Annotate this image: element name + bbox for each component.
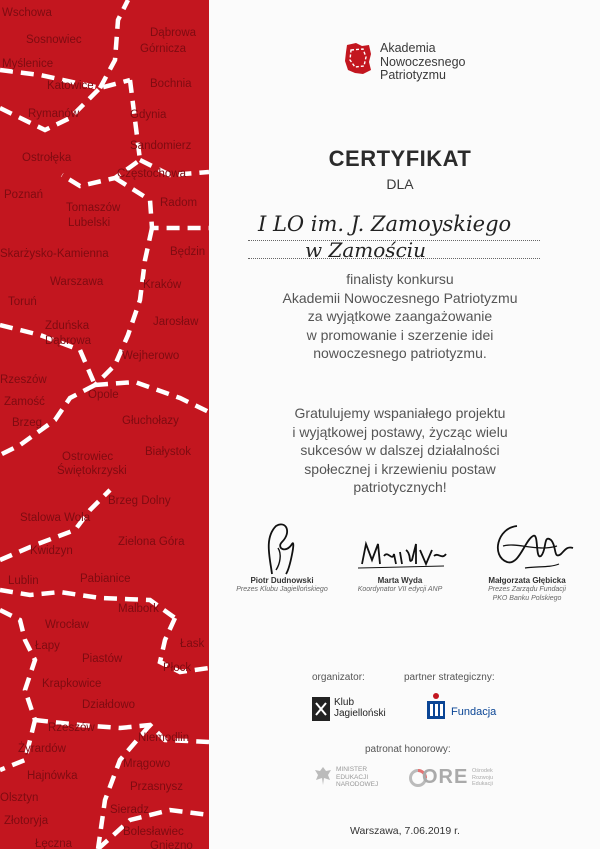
partner-name: Fundacja: [451, 706, 497, 718]
city-label: Lubelski: [68, 217, 111, 229]
ore-description-line: Ośrodek: [472, 768, 493, 774]
city-label: Płock: [163, 662, 192, 674]
ore-description-line: Rozwoju: [472, 774, 494, 781]
city-label: Wejherowo: [122, 350, 180, 362]
congratulations-line: patriotycznych!: [353, 479, 447, 495]
city-label: Dąbrowa: [150, 27, 197, 39]
city-label: Ostrołęka: [22, 152, 72, 164]
city-label: Kraków: [143, 279, 182, 291]
city-label: Jarosław: [153, 316, 199, 328]
city-label: Radom: [160, 197, 198, 209]
ministry-name-line: EDUKACJI: [336, 773, 369, 781]
city-label: Żyrardów: [18, 743, 66, 755]
recipient-line-1: I LO im. J. Zamoyskiego: [258, 212, 512, 236]
city-label: Górnicza: [140, 43, 187, 55]
certificate-for-label: DLA: [386, 176, 414, 192]
pko-icon: [425, 692, 447, 720]
organizer-name: [334, 697, 386, 719]
citation-line: w promowanie i szerzenie idei: [306, 326, 494, 343]
city-label: Głuchołazy: [122, 415, 179, 427]
city-label: Piastów: [82, 653, 123, 665]
city-label: Rzeszów: [0, 374, 47, 386]
city-label: Krapkowice: [42, 678, 102, 690]
city-label: Gniezno: [150, 840, 193, 849]
city-label: Katowice: [47, 80, 94, 92]
ore-logo: [408, 764, 508, 794]
handwritten-signature-1: [242, 518, 322, 576]
city-label: Gdynia: [130, 109, 167, 121]
signature-block-1: [222, 518, 342, 594]
partner-label: partner strategiczny:: [404, 672, 495, 683]
signer-name: Małgorzata Głębicka: [488, 576, 566, 585]
ministry-logo: [314, 764, 404, 794]
city-label: Zduńska: [45, 320, 90, 332]
poland-map-icon: [343, 42, 373, 76]
city-label: Dąbrowa: [45, 335, 92, 347]
ore-description-line: Edukacji: [472, 781, 493, 787]
organizer-name-line: Klub: [334, 697, 355, 708]
city-label: Niemodlin: [138, 732, 190, 744]
city-label: Łapy: [35, 640, 60, 652]
signer-name: Marta Wyda: [377, 576, 423, 585]
city-label: Toruń: [8, 296, 37, 308]
organizer-label: organizator:: [312, 672, 365, 683]
city-label: Łęczna: [35, 838, 73, 849]
city-label: Łask: [180, 638, 205, 650]
ore-abbr: ORE: [422, 766, 469, 788]
map-background: [0, 0, 209, 849]
ore-description: [472, 768, 493, 788]
signer-role: Koordynator VII edycji ANP: [357, 586, 443, 593]
ministry-name: [336, 766, 378, 789]
patronage-label: patronat honorowy:: [365, 744, 451, 755]
pko-fundacja-logo: [425, 692, 505, 726]
citation-line: Akademii Nowoczesnego Patriotyzmu: [282, 289, 518, 306]
city-label: Stalowa Wola: [20, 512, 91, 524]
city-label: Zamość: [4, 396, 45, 408]
citation-paragraph: [222, 270, 578, 363]
city-label: Sosnowiec: [26, 34, 82, 46]
handwritten-signature-2: [350, 530, 450, 576]
issue-date: Warszawa, 7.06.2019 r.: [350, 825, 460, 837]
anp-logo: [343, 42, 503, 86]
city-label: Poznań: [4, 189, 44, 201]
city-label: Malbork: [118, 603, 159, 615]
eagle-icon: [314, 766, 332, 786]
city-label: Sandomierz: [130, 140, 192, 152]
city-label: Będzin: [170, 246, 206, 258]
city-label: Przasnysz: [130, 781, 184, 793]
city-label: Sieradz: [110, 804, 149, 816]
signer-name: Piotr Dudnowski: [250, 576, 314, 585]
city-label: Działdowo: [82, 699, 136, 711]
city-label: Olsztyn: [0, 792, 39, 804]
organizer-name-line: Jagielloński: [334, 708, 386, 719]
certificate-title: CERTYFIKAT: [328, 146, 472, 171]
signature-block-2: [340, 530, 460, 594]
congratulations-paragraph: [222, 404, 578, 497]
recipient-line-2: w Zamościu: [305, 238, 427, 262]
city-label: Wrocław: [45, 619, 89, 631]
signer-role: Prezes Klubu Jagiellońskiego: [236, 586, 328, 593]
city-label: Warszawa: [50, 276, 104, 288]
city-label: Wschowa: [2, 7, 52, 19]
city-label: Hajnówka: [27, 770, 78, 782]
congratulations-line: sukcesów w dalszej działalności: [300, 442, 500, 458]
klub-jagiellonski-icon: [312, 697, 330, 721]
city-label: Częstochowa: [117, 168, 187, 180]
city-label: Białystok: [145, 446, 192, 458]
signature-block-3: [462, 516, 592, 603]
ministry-name-line: NARODOWEJ: [336, 781, 379, 788]
city-label: Tomaszów: [66, 202, 121, 214]
city-label: Świętokrzyski: [57, 465, 127, 477]
klub-jagiellonski-logo: [312, 695, 392, 729]
citation-line: nowoczesnego patriotyzmu.: [313, 345, 487, 361]
ministry-name-line: MINISTER: [336, 766, 368, 773]
dotted-line-2: [248, 258, 540, 259]
city-label: Opole: [88, 389, 119, 401]
city-label: Kwidzyn: [30, 545, 73, 557]
city-label: Lublin: [8, 575, 39, 587]
city-label: Skarżysko-Kamienna: [0, 248, 109, 260]
city-label: Zielona Góra: [118, 536, 185, 548]
city-label: Brzeg Dolny: [108, 495, 171, 507]
city-label: Brzeg: [12, 417, 43, 429]
congratulations-line: i wyjątkowej postawy, życząc wielu: [292, 423, 508, 440]
city-label: Rzeszów: [48, 722, 95, 734]
city-label: Myślenice: [2, 58, 54, 70]
city-label: Bolesławiec: [123, 826, 184, 838]
citation-line: finalisty konkursu: [346, 271, 454, 287]
city-label: Złotoryja: [4, 815, 49, 827]
signer-role: PKO Banku Polskiego: [492, 595, 562, 602]
city-label: Mrągowo: [123, 758, 171, 770]
citation-line: za wyjątkowe zaangażowanie: [307, 308, 493, 324]
city-label: Ostrowiec: [62, 451, 114, 463]
city-label: Pabianice: [80, 573, 131, 585]
city-label: Rymanów: [28, 108, 80, 120]
handwritten-signature-3: [477, 516, 577, 576]
signer-role: Prezes Zarządu Fundacji: [488, 586, 566, 593]
city-label: Bochnia: [150, 78, 192, 90]
congratulations-line: Gratulujemy wspaniałego projektu: [294, 405, 506, 421]
congratulations-line: społecznej i krzewieniu postaw: [304, 460, 496, 477]
logo-text: Akademia Nowoczesnego Patriotyzmu: [380, 41, 466, 82]
